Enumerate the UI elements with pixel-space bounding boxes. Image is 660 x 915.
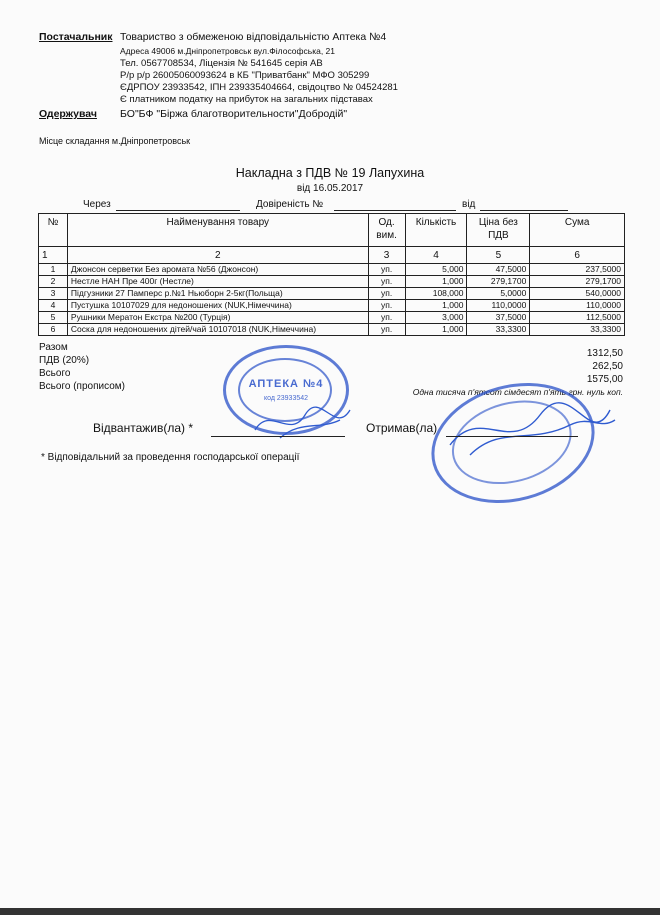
table-row: [39, 312, 625, 324]
row-price: 5,0000: [467, 288, 530, 300]
row-sum: 237,5000: [530, 264, 625, 276]
row-quantity: 1,000: [405, 276, 467, 288]
invoice-date: від 16.05.2017: [296, 183, 364, 194]
row-price: 47,5000: [467, 264, 530, 276]
table-row: [39, 264, 625, 276]
received-by-line: [446, 436, 578, 437]
index-cell: 4: [405, 247, 467, 264]
header-unit: Од. вим.: [368, 214, 405, 247]
row-unit: уп.: [368, 300, 405, 312]
row-sum: 112,5000: [530, 312, 625, 324]
row-price: 110,0000: [467, 300, 530, 312]
header-price: Ціна без ПДВ: [467, 214, 530, 247]
table-row: [39, 324, 625, 336]
row-number: 4: [39, 300, 68, 312]
row-unit: уп.: [368, 312, 405, 324]
total-label: Всього: [39, 368, 71, 379]
place-of-issue: Місце складання м.Дніпропетровськ: [39, 136, 191, 146]
row-unit: уп.: [368, 276, 405, 288]
row-quantity: 3,000: [405, 312, 467, 324]
table-row: [39, 276, 625, 288]
recipient-label: Одержувач: [39, 108, 97, 120]
row-number: 2: [39, 276, 68, 288]
proxy-date-line: [480, 210, 568, 211]
table-row: [39, 300, 625, 312]
index-cell: 5: [467, 247, 530, 264]
row-product-name: Рушники Мератон Екстра №200 (Турція): [67, 312, 368, 324]
supplier-phone-license: Тел. 0567708534, Ліцензія № 541645 серія АВ: [120, 58, 323, 69]
vat-label: ПДВ (20%): [39, 355, 90, 366]
shipped-by-line: [211, 436, 345, 437]
index-cell: 2: [67, 247, 368, 264]
row-unit: уп.: [368, 264, 405, 276]
stamp-code-text: код 23933542: [263, 395, 309, 402]
row-number: 6: [39, 324, 68, 336]
shipped-signature: [250, 400, 360, 445]
proxy-date-label: від: [462, 199, 476, 210]
items-table: [38, 213, 625, 336]
total-in-words: Одна тисяча п'ятсот сімдесят п'ять грн. нуль коп.: [412, 387, 623, 397]
row-quantity: 1,000: [405, 324, 467, 336]
received-signature: [440, 395, 620, 465]
index-cell: 6: [530, 247, 625, 264]
supplier-label: Постачальник: [39, 31, 113, 43]
header-sum: Сума: [530, 214, 625, 247]
index-cell: 1: [39, 247, 68, 264]
row-price: 37,5000: [467, 312, 530, 324]
via-line: [116, 210, 240, 211]
header-number: №: [39, 214, 68, 247]
proxy-line: [334, 210, 456, 211]
row-quantity: 1,000: [405, 300, 467, 312]
row-product-name: Джонсон серветки Без аромата №56 (Джонсон): [67, 264, 368, 276]
vat-value: 262,50: [592, 361, 623, 372]
row-sum: 540,0000: [530, 288, 625, 300]
table-header-row: [39, 214, 625, 247]
header-product-name: Найменування товару: [67, 214, 368, 247]
scan-edge: [0, 908, 660, 915]
row-product-name: Підгузники 27 Памперс р.№1 Ньюборн 2-5кг(Польща): [67, 288, 368, 300]
total-in-words-label: Всього (прописом): [39, 381, 125, 392]
row-product-name: Пустушка 10107029 для недоношених (NUK,Німеччина): [67, 300, 368, 312]
row-sum: 110,0000: [530, 300, 625, 312]
via-label: Через: [83, 199, 111, 210]
recipient-name: БО"БФ "Біржа благотворительности"Добродій": [120, 108, 348, 120]
total-value: 1575,00: [586, 374, 623, 385]
received-by-label: Отримав(ла): [366, 421, 438, 435]
shipped-by-label: Відвантажив(ла) *: [93, 421, 194, 435]
row-number: 3: [39, 288, 68, 300]
row-price: 279,1700: [467, 276, 530, 288]
supplier-name: Товариство з обмеженою відповідальністю Аптека №4: [120, 31, 387, 43]
row-number: 5: [39, 312, 68, 324]
row-sum: 279,1700: [530, 276, 625, 288]
proxy-label: Довіреність №: [256, 199, 324, 210]
stamp-center-text: АПТЕКА №4: [248, 378, 324, 390]
supplier-account: Р/р р/р 26005060093624 в КБ "Приватбанк" МФО 305299: [120, 70, 370, 81]
supplier-tax-status: Є платником податку на прибуток на загальних підставах: [120, 94, 373, 105]
row-product-name: Соска для недоношених дітей/чай 10107018 (NUK,Німеччина): [67, 324, 368, 336]
row-price: 33,3300: [467, 324, 530, 336]
row-sum: 33,3300: [530, 324, 625, 336]
row-product-name: Нестле НАН Пре 400г (Нестле): [67, 276, 368, 288]
subtotal-value: 1312,50: [586, 348, 623, 359]
row-quantity: 108,000: [405, 288, 467, 300]
index-cell: 3: [368, 247, 405, 264]
header-quantity: Кількість: [405, 214, 467, 247]
row-unit: уп.: [368, 288, 405, 300]
row-quantity: 5,000: [405, 264, 467, 276]
row-unit: уп.: [368, 324, 405, 336]
table-row: [39, 288, 625, 300]
invoice-title: Накладна з ПДВ № 19 Лапухина: [235, 166, 425, 180]
supplier-address: Адреса 49006 м.Дніпропетровськ вул.Філософська, 21: [120, 46, 335, 56]
footnote: * Відповідальний за проведення господарської операції: [41, 452, 300, 463]
table-index-row: [39, 247, 625, 264]
subtotal-label: Разом: [39, 342, 68, 353]
supplier-codes: ЄДРПОУ 23933542, ІПН 239335404664, свідоцтво № 04524281: [120, 82, 398, 93]
row-number: 1: [39, 264, 68, 276]
